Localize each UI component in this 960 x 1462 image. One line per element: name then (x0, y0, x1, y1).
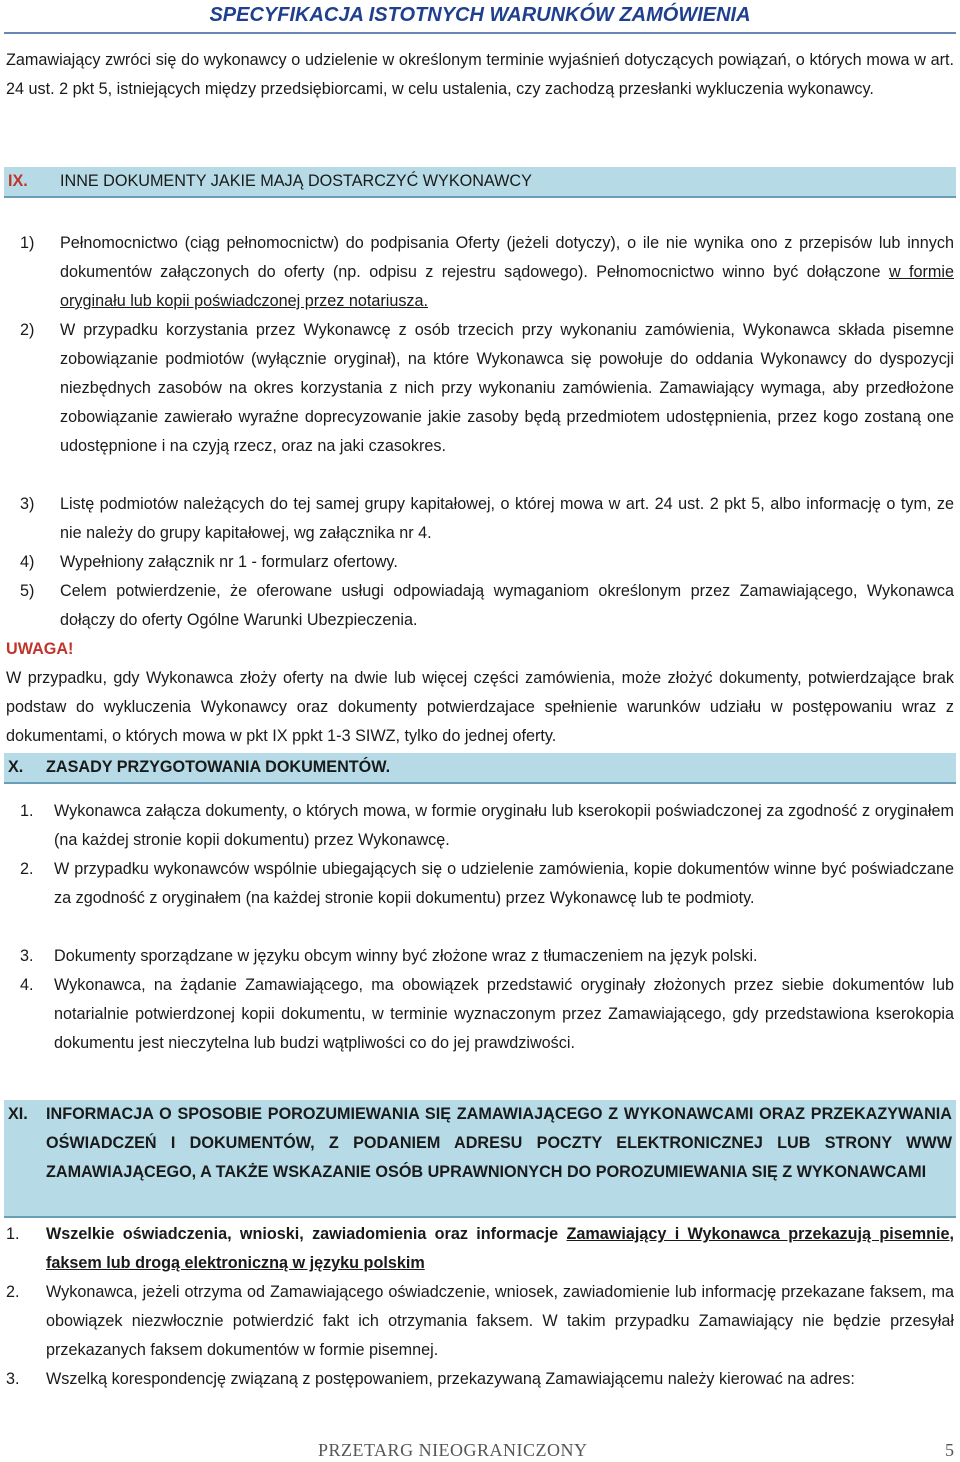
list-item-label: 2. (6, 1283, 20, 1301)
list-item-label: 4) (20, 553, 35, 571)
section-xi-number: XI. (8, 1105, 28, 1123)
list-item (60, 229, 954, 316)
footer-title: PRZETARG NIEOGRANICZONY (318, 1440, 588, 1460)
list-item-text-cont: Pełnomocnictwo winno być dołączone (596, 263, 889, 281)
list-item-label: 3. (20, 947, 34, 965)
header-divider (4, 32, 956, 34)
list-item-label: 1. (6, 1225, 20, 1243)
page-footer (318, 1438, 958, 1462)
list-item-label: 2) (20, 321, 35, 339)
list-item-text: Listę podmiotów należących do tej samej grupy kapitałowej, o której mowa w art. 24 ust. 2 pkt 5, albo informację o tym, ze nie należy do grupy kapitałowej, wg załącznika nr 4. (60, 495, 954, 542)
list-item-label: 4. (20, 976, 34, 994)
list-item-text: Dokumenty sporządzane w języku obcym winny być złożone wraz z tłumaczeniem na język polski. (54, 947, 758, 965)
section-xi-title: INFORMACJA O SPOSOBIE POROZUMIEWANIA SIĘ ZAMAWIAJĄCEGO Z WYKONAWCAMI ORAZ PRZEKAZYWANIA OŚWIADCZEŃ I DOKUMENTÓW, Z PODANIEM ADRESU POCZTY ELEKTRONICZNEJ LUB STRONY WWW ZAMAWIAJĄCEGO, A TAKŻE WSKAZANIE OSÓB UPRAWNIONYCH DO POROZUMIEWANIA SIĘ Z WYKONAWCAMI (46, 1105, 952, 1181)
list-item-text: Wypełniony załącznik nr 1 - formularz ofertowy. (60, 553, 398, 571)
note-label: UWAGA! (6, 640, 74, 658)
list-item (46, 1220, 954, 1278)
list-item-label: 3) (20, 495, 35, 513)
section-x-heading (4, 753, 956, 784)
page-header-title: SPECYFIKACJA ISTOTNYCH WARUNKÓW ZAMÓWIENIA (209, 4, 751, 26)
list-item-text: Wszelkie oświadczenia, wnioski, zawiadomienia oraz informacje (46, 1225, 567, 1243)
list-item-text: Celem potwierdzenie, że oferowane usługi odpowiadają wymaganiom określonym przez Zamawiającego, Wykonawca dołączy do oferty Ogólne Warunki Ubezpieczenia. (60, 582, 954, 629)
list-item-text: Wykonawca, jeżeli otrzyma od Zamawiającego oświadczenie, wniosek, zawiadomienie lub informację przekazane faksem, ma obowiązek niezwłocznie potwierdzić fakt ich otrzymania faksem. W takim przypadku Zamawiający nie będzie przesyłał przekazanych faksem dokumentów w formie pisemnej. (46, 1283, 954, 1359)
list-item-text: Wykonawca, na żądanie Zamawiającego, ma obowiązek przedstawić oryginały złożonych przez siebie dokumentów lub notarialnie potwierdzonej kopii dokumentu, w terminie wyznaczonym przez Zamawiającego, gdy przedstawiona kserokopia dokumentu jest nieczytelna lub budzi wątpliwości co do jej prawdziwości. (54, 976, 954, 1052)
note-text: W przypadku, gdy Wykonawca złoży oferty na dwie lub więcej części zamówienia, może złożyć dokumenty, potwierdzające brak podstaw do wykluczenia Wykonawcy oraz dokumenty potwierdzajace spełnienie warunków udziału w postępowaniu wraz z dokumentami, o których mowa w pkt IX ppkt 1-3 SIWZ, tylko do jednej oferty. (6, 669, 954, 745)
list-item-label: 3. (6, 1370, 20, 1388)
list-item-text: Wszelką korespondencję związaną z postępowaniem, przekazywaną Zamawiającemu należy kierować na adres: (46, 1370, 855, 1388)
list-item-label: 2. (20, 860, 34, 878)
intro-paragraph: Zamawiający zwróci się do wykonawcy o udzielenie w określonym terminie wyjaśnień dotyczących powiązań, o których mowa w art. 24 ust. 2 pkt 5, istniejących między przedsiębiorcami, w celu ustalenia, czy zachodzą przesłanki wykluczenia wykonawcy. (6, 51, 954, 98)
section-xi-heading (4, 1100, 956, 1218)
section-ix-title: INNE DOKUMENTY JAKIE MAJĄ DOSTARCZYĆ WYKONAWCY (60, 172, 532, 190)
section-x-title: ZASADY PRZYGOTOWANIA DOKUMENTÓW. (46, 758, 391, 776)
list-item-label: 1. (20, 802, 34, 820)
list-item-text-underlined: Zamawiający i Wykonawca przekazują pisemnie, faksem lub drogą elektroniczną w języku polskim (46, 1225, 954, 1272)
list-item-label: 1) (20, 234, 35, 252)
list-item-text: W przypadku wykonawców wspólnie ubiegających się o udzielenie zamówienia, kopie dokumentów winne być poświadczane za zgodność z oryginałem (na każdej stronie kopii dokumentu) przez Wykonawcę lub te podmioty. (54, 860, 954, 907)
list-item-label: 5) (20, 582, 35, 600)
list-item-text: Pełnomocnictwo (ciąg pełnomocnictw) do podpisania Oferty (jeżeli dotyczy), o ile nie wynika ono z przepisów lub innych dokumentów załączonych do oferty (np. odpisu z rejestru sądowego). (60, 234, 954, 281)
page-number: 5 (945, 1440, 954, 1460)
list-item-text: Wykonawca załącza dokumenty, o których mowa, w formie oryginału lub kserokopii poświadczonej za zgodność z oryginałem (na każdej stronie kopii dokumentu) przez Wykonawcę. (54, 802, 954, 849)
list-item-text: W przypadku korzystania przez Wykonawcę z osób trzecich przy wykonaniu zamówienia, Wykonawca składa pisemne zobowiązanie podmiotów (wyłącznie oryginał), na które Wykonawca się powołuje do oddania Wykonawcy do dyspozycji niezbędnych zasobów na okres korzystania z nich przy wykonaniu zamówienia. Zamawiający wymaga, aby przedłożone zobowiązanie zawierało wyraźne doprecyzowanie jakie zasoby będą przedmiotem udostępnienia, przez kogo zostaną one udostępnione i na czyją rzecz, oraz na jaki czasokres. (60, 321, 954, 455)
section-x-number: X. (8, 758, 24, 776)
list-item-text-underlined: w formie oryginału lub kopii poświadczonej przez notariusza. (60, 263, 954, 310)
section-ix-heading (4, 167, 956, 198)
section-ix-number: IX. (8, 172, 28, 190)
